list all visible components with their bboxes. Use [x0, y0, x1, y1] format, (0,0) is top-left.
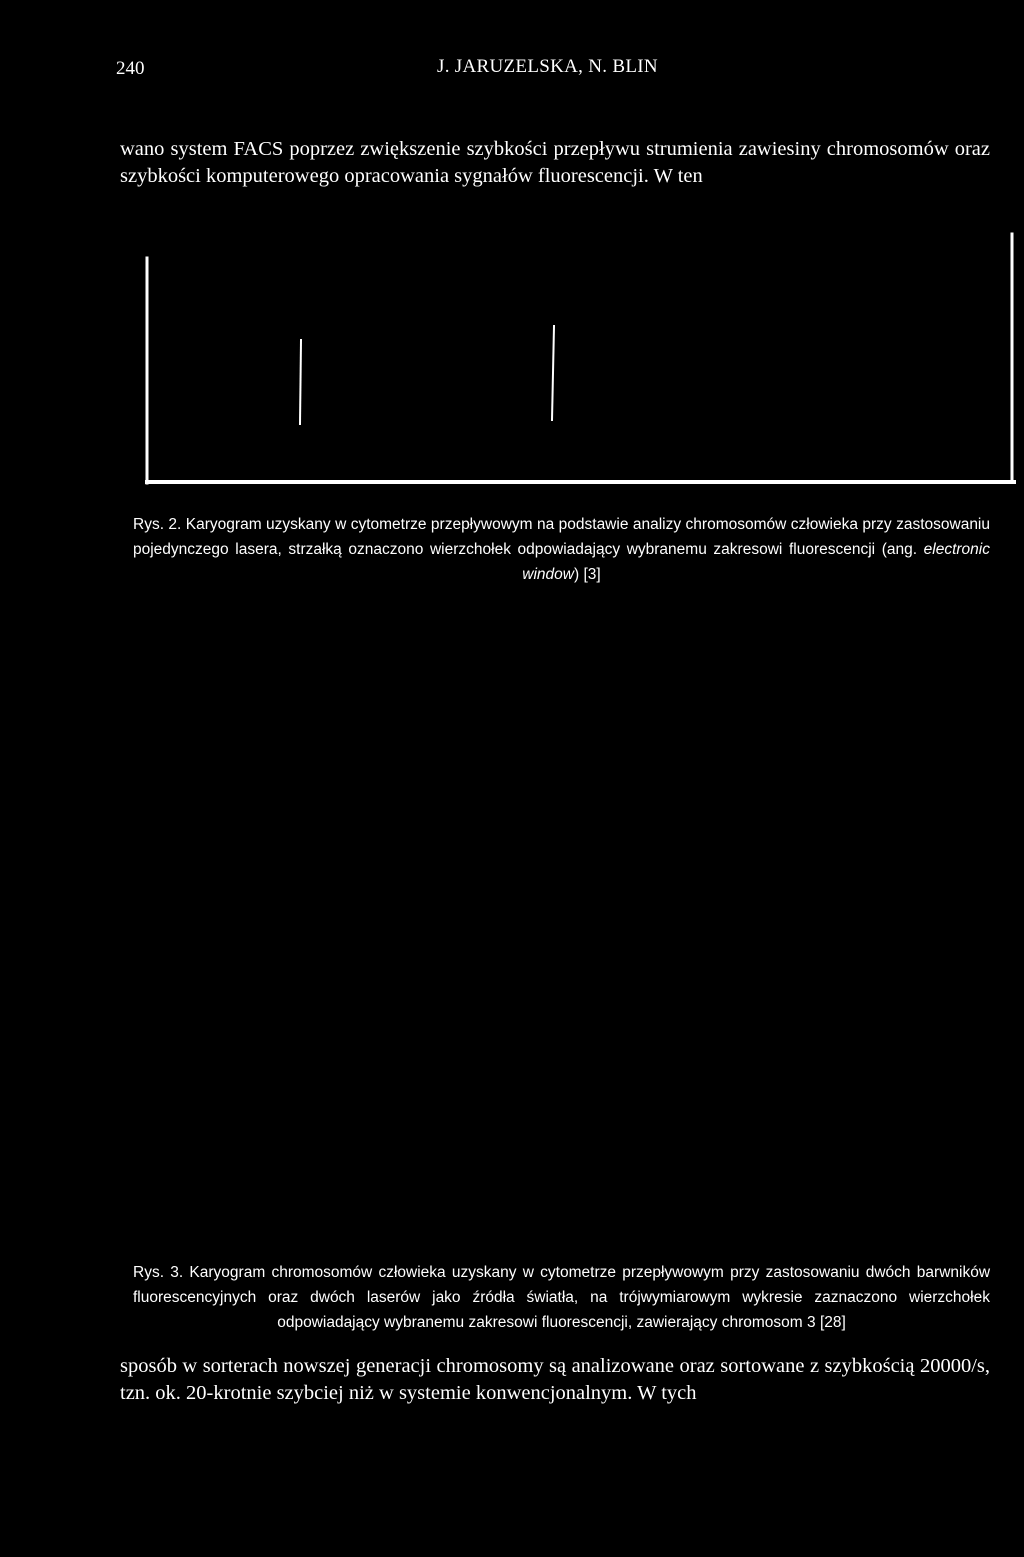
figure-2-caption-text: Karyogram uzyskany w cytometrze przepływowym na podstawie analizy chromosomów człowieka przy zastosowaniu pojedynczego lasera, strzałką oznaczono wierzchołek odpowiadający wybranemu zakresowi fluorescencji (ang.	[133, 516, 990, 558]
figure-2-caption-label: Rys. 2.	[133, 516, 182, 533]
figure-2-caption-ref: ) [3]	[574, 566, 601, 583]
figure-2-peak-1	[300, 340, 301, 424]
figure-3-caption-text: Karyogram chromosomów człowieka uzyskany w cytometrze przepływowym przy zastosowaniu dwóch barwników fluorescencyjnych oraz dwóch laserów jako źródła światła, na trójwymiarowym wykresie zaznaczono wierzchołek odpowiadający wybranemu zakresowi fluorescencji, zawierający chromosom 3 [28]	[133, 1264, 991, 1331]
figure-3-caption-label: Rys. 3.	[133, 1264, 184, 1281]
page-number: 240	[116, 58, 145, 79]
figure-2-peak-2	[552, 326, 554, 420]
running-head-authors: J. JARUZELSKA, N. BLIN	[437, 56, 658, 77]
figure-2-karyogram	[140, 228, 1020, 490]
figure-2-caption	[133, 512, 990, 587]
figure-3-caption	[133, 1260, 990, 1335]
body-paragraph-top: wano system FACS poprzez zwiększenie szybkości przepływu strumienia zawiesiny chromosomów oraz szybkości komputerowego opracowania sygnałów fluorescencji. W ten	[120, 138, 990, 187]
body-paragraph-bottom: sposób w sorterach nowszej generacji chromosomy są analizowane oraz sortowane z szybkością 20000/s, tzn. ok. 20-krotnie szybciej niż w systemie konwencjonalnym. W tych	[120, 1355, 990, 1404]
figure-2-caption-italic: electronic window	[522, 541, 990, 583]
